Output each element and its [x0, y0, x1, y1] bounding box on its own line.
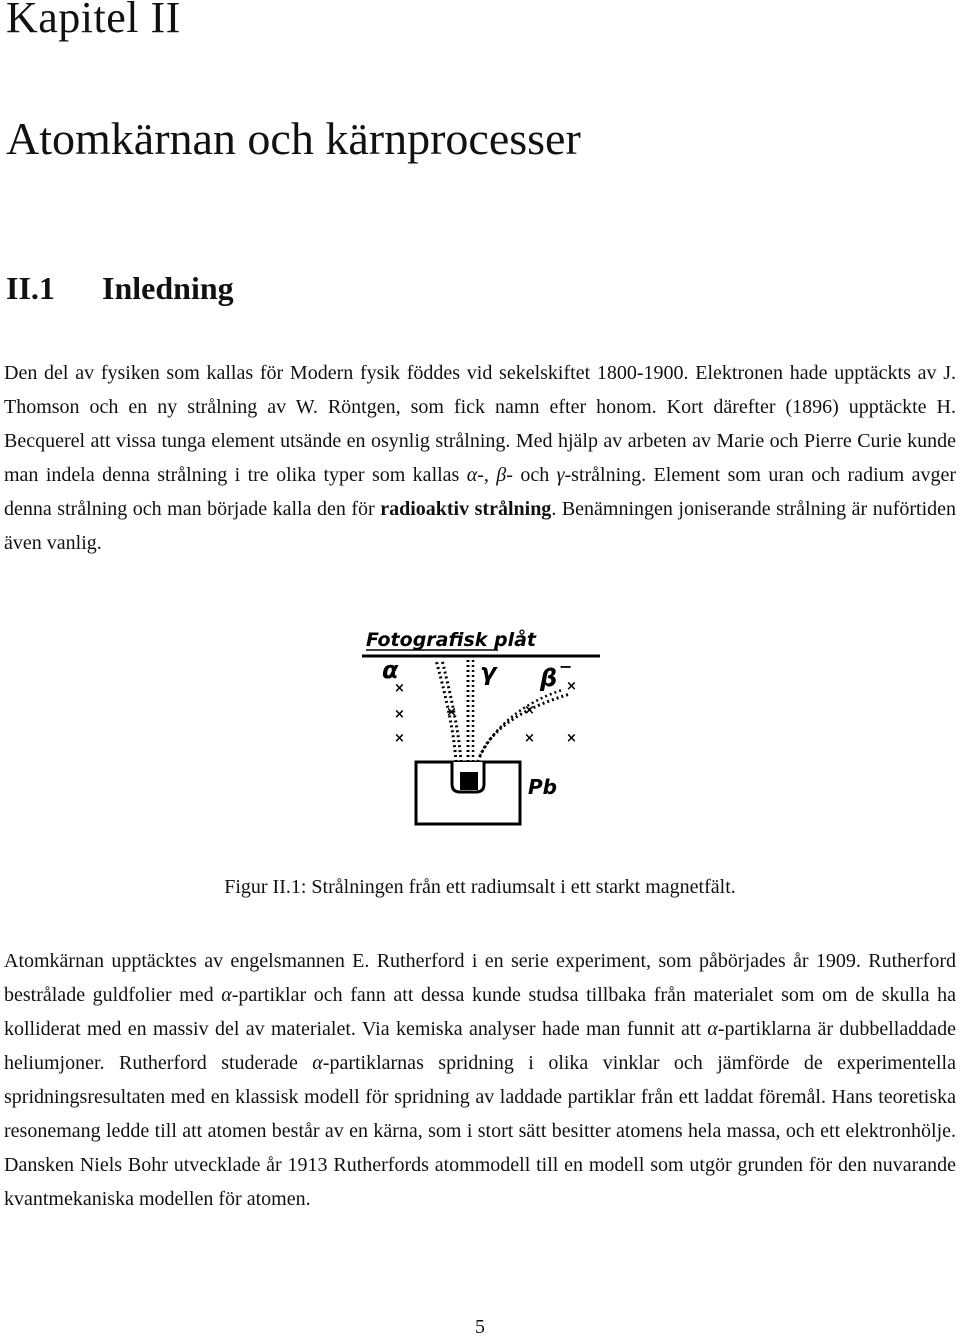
section-title: Inledning — [102, 270, 234, 306]
text-run: -, — [477, 464, 497, 486]
intro-paragraph — [4, 356, 956, 560]
text-run: Atomkärnan upptäcktes av engelsmannen E. Rutherford i en serie experiment, som påbörjades år 1909. Rutherford bestrålade guldfolier med — [4, 950, 956, 1006]
svg-text:×: × — [394, 707, 405, 722]
gamma-symbol: γ — [556, 464, 565, 486]
radiation-figure — [356, 624, 608, 830]
svg-text:×: × — [394, 681, 405, 696]
beta-sign: − — [559, 657, 573, 676]
radiation-diagram — [356, 624, 608, 830]
figure-caption: Figur II.1: Strålningen från ett radiumsalt i ett starkt magnetfält. — [224, 876, 736, 898]
beta-label: β — [540, 664, 558, 692]
beta-beam-2 — [480, 690, 562, 756]
gamma-label: γ — [480, 658, 497, 686]
text-run: -partiklarna är dubbelladdade heliumjoner. Rutherford studerade — [4, 1018, 956, 1074]
section-heading — [6, 270, 234, 307]
beta-symbol: β — [496, 464, 507, 486]
svg-text:×: × — [566, 679, 577, 694]
page-number: 5 — [475, 1316, 485, 1338]
svg-text:×: × — [446, 705, 457, 720]
svg-text:×: × — [524, 731, 535, 746]
lead-label: Pb — [528, 775, 557, 799]
text-run: . Benämningen joniserande strålning är nuförtiden även vanlig. — [4, 498, 956, 554]
plate-label: Fotografisk plåt — [366, 629, 537, 651]
text-run: -strålning. Element som uran och radium avger denna strålning och man började kalla den för — [4, 464, 956, 520]
alpha-symbol: α — [466, 464, 478, 486]
text-run: -partiklar och fann att dessa kunde studsa tillbaka från materialet som om de skulla ha kolliderat med en massiv del av materialet. Via kemiska analyser hade man funnit att — [4, 984, 956, 1040]
text-run: - och — [506, 464, 557, 486]
svg-text:×: × — [566, 731, 577, 746]
rutherford-paragraph — [4, 944, 956, 1216]
alpha-symbol: α — [707, 1018, 718, 1040]
bold-term: radioaktiv strålning — [380, 498, 552, 520]
svg-text:×: × — [394, 731, 405, 746]
svg-text:×: × — [524, 703, 535, 718]
chapter-label: Kapitel II — [6, 0, 181, 42]
section-number: II.1 — [6, 270, 55, 306]
alpha-symbol: α — [221, 984, 232, 1006]
text-run: Den del av fysiken som kallas för Modern fysik föddes vid sekelskiftet 1800-1900. Elektronen hade upptäckts av J. Thomson och en ny strålning av W. Röntgen, som fick namn efter honom. Kort därefter (1896) upptäckte H. Becquerel att vissa tunga element utsände en osynlig strålning. Med hjälp av arbeten av Marie och Pierre Curie kunde man indela denna strålning i tre olika typer som kallas — [4, 362, 956, 486]
text-run: -partiklarnas spridning i olika vinklar och jämförde de experimentella spridningsresultaten med en klassisk modell för spridning av laddade partiklar från ett laddat föremål. Hans teoretiska resonemang ledde till att atomen består av en kärna, som i stort sätt besitter atomens hela massa, och ett elektronhölje. Dansken Niels Bohr utvecklade år 1913 Rutherfords atommodell till en modell som utgör grunden för den nuvarande kvantmekaniska modellen för atomen. — [4, 1052, 956, 1210]
chapter-title: Atomkärnan och kärnprocesser — [6, 113, 581, 164]
alpha-label: α — [382, 656, 399, 684]
alpha-symbol: α — [312, 1052, 323, 1074]
radium-source — [460, 772, 478, 790]
